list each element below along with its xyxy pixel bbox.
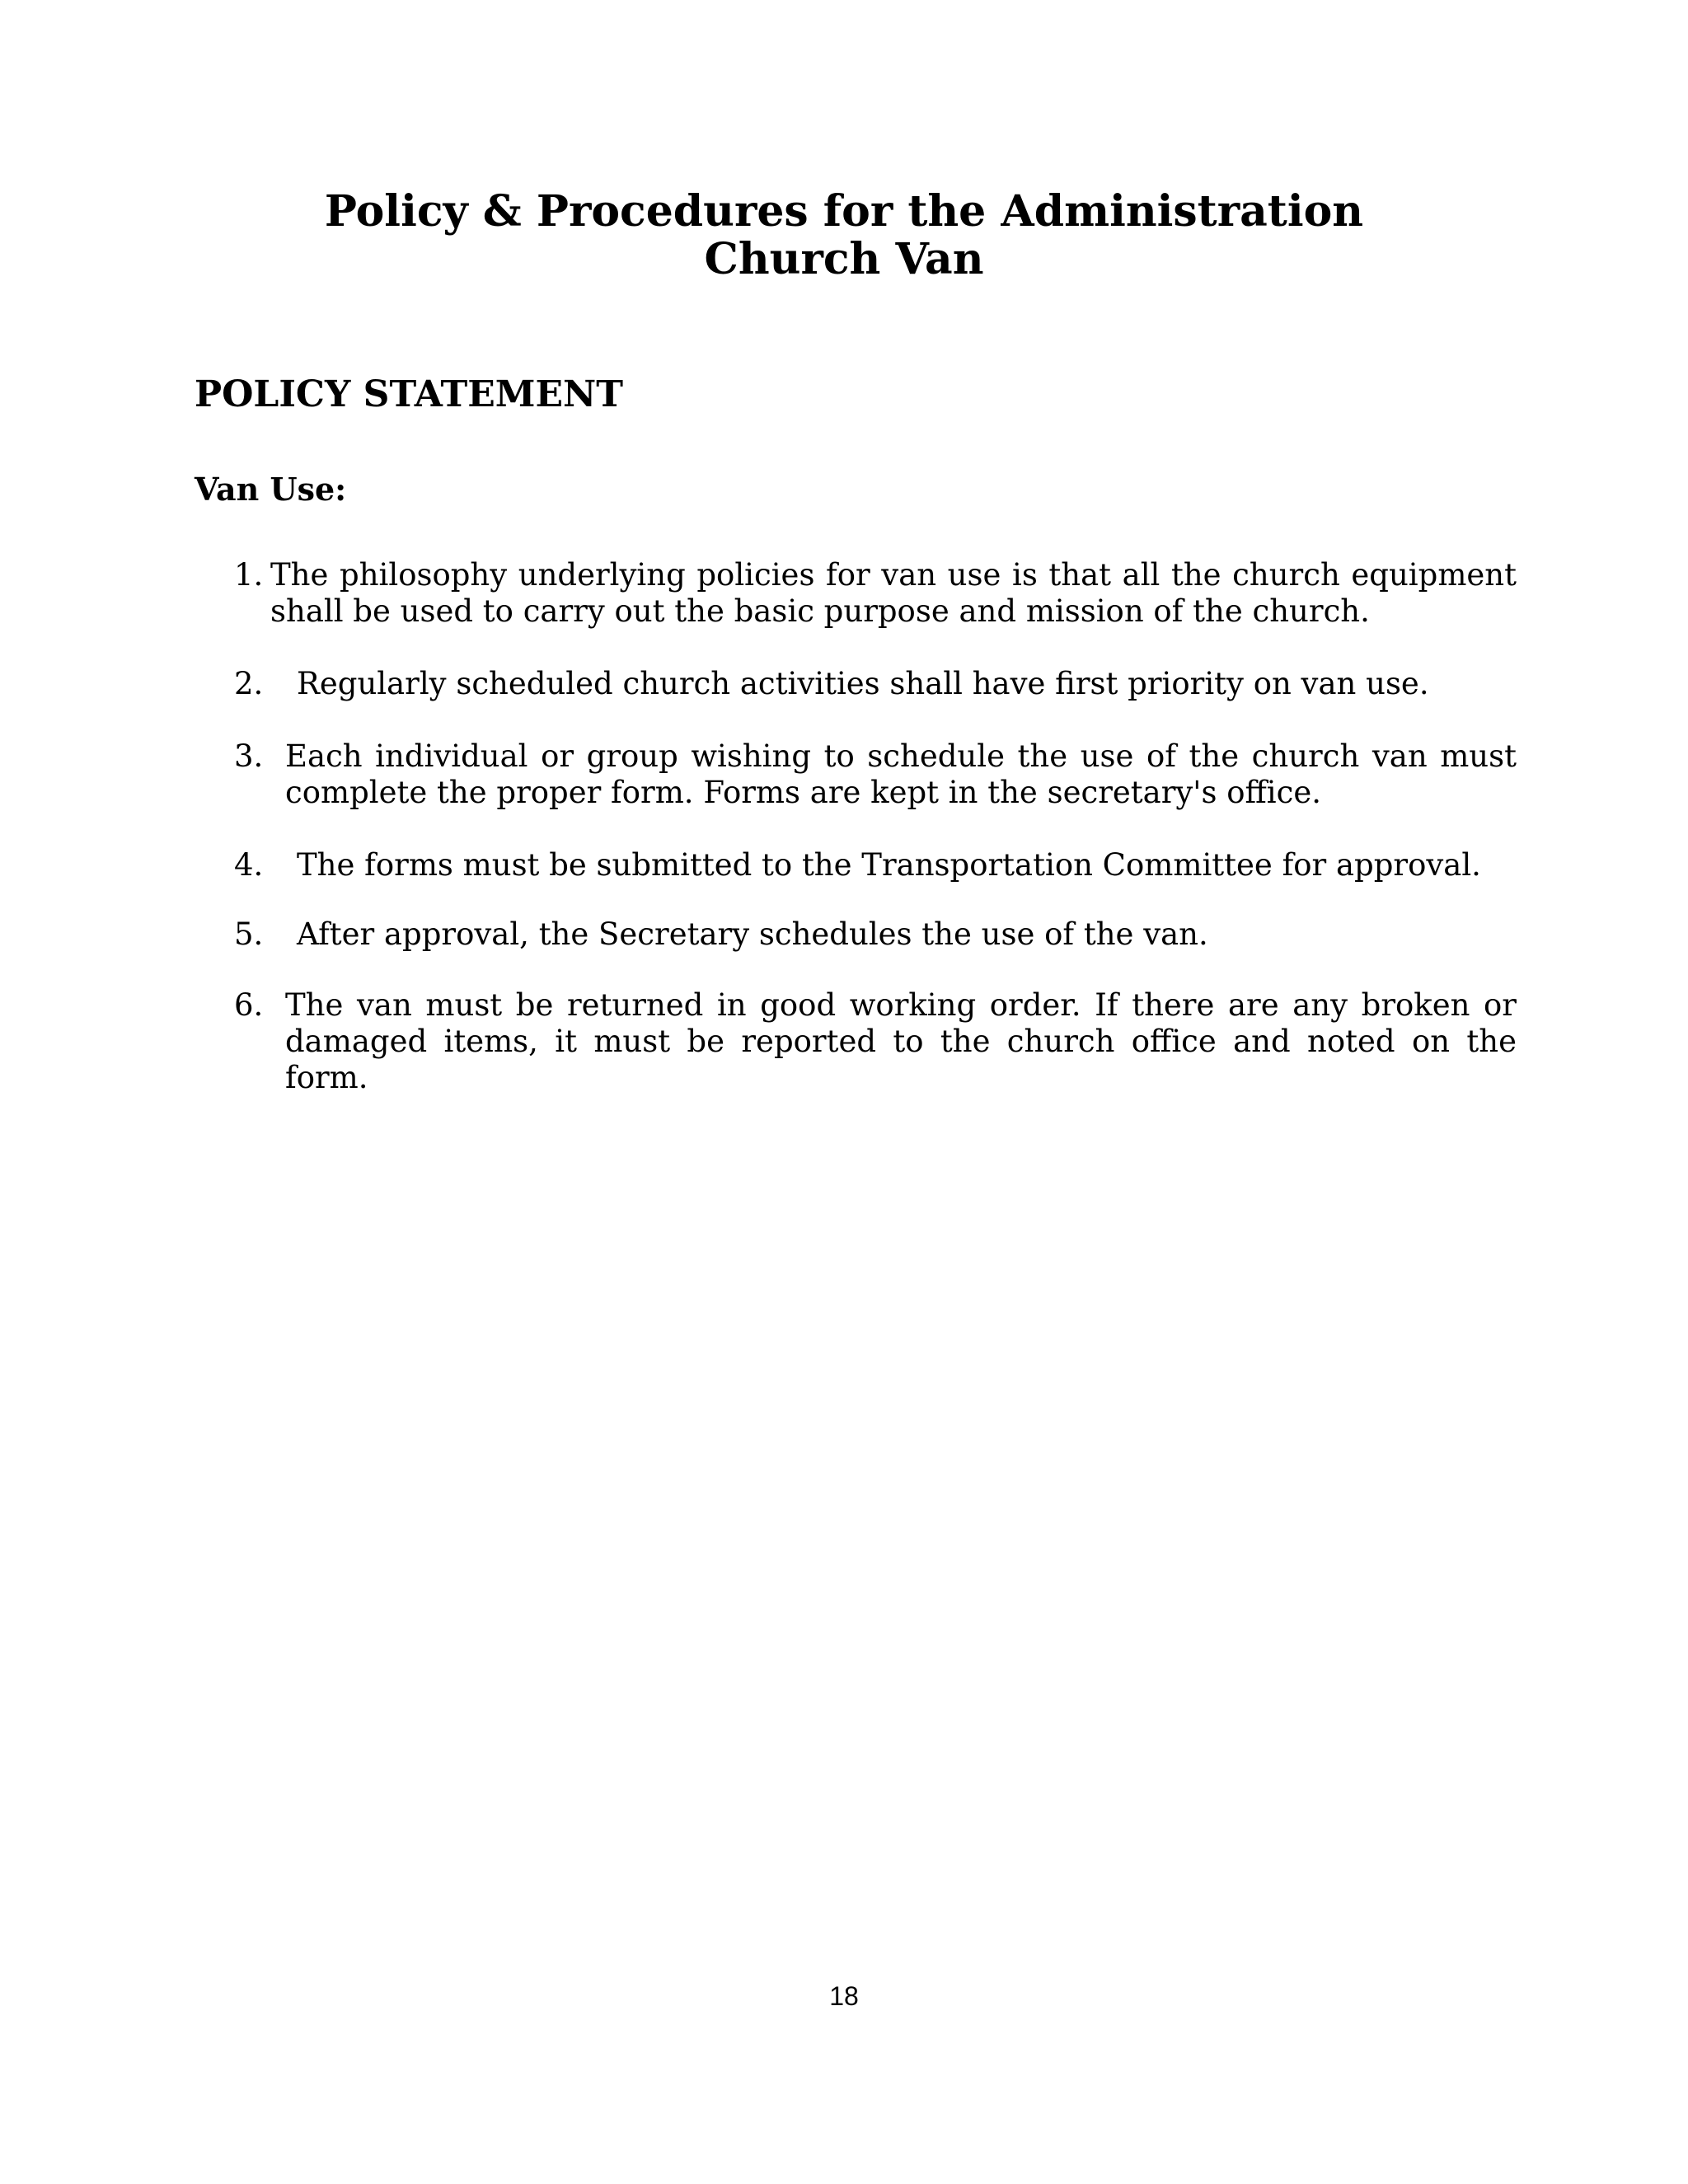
list-item-text: Regularly scheduled church activities shall have first priority on van use.	[297, 666, 1429, 701]
list-item-text-content: The philosophy underlying policies for van use is that all the church equipment shall be used to carry out the basic purpose and mission of the church.	[270, 557, 1517, 629]
list-item-text: The forms must be submitted to the Transportation Committee for approval.	[297, 847, 1481, 883]
document-title	[0, 188, 1688, 284]
list-item-text	[234, 557, 1517, 630]
list-item	[234, 987, 1517, 1096]
list-item	[234, 847, 1517, 883]
title-line-2: Church Van	[704, 234, 984, 284]
title-line-1: Policy & Procedures for the Administration	[324, 186, 1364, 237]
section-heading-policy-statement: POLICY STATEMENT	[195, 373, 624, 415]
list-item	[234, 666, 1517, 702]
list-item-text: The van must be returned in good working order. If there are any broken or damaged items, it must be reported to the church office and noted on the form.	[285, 987, 1517, 1095]
list-item	[234, 738, 1517, 811]
list-item-text: After approval, the Secretary schedules the use of the van.	[297, 916, 1208, 952]
list-item-text: Each individual or group wishing to schedule the use of the church van must complete the proper form. Forms are kept in the secretary's office.	[285, 738, 1517, 810]
subheading-van-use: Van Use:	[195, 471, 347, 508]
list-item-number: 4.	[234, 847, 264, 883]
list-item-number: 3.	[234, 738, 264, 774]
list-item-number: 2.	[234, 666, 264, 701]
list-item-number: 5.	[234, 916, 264, 952]
list-item	[234, 557, 1517, 630]
list-item-number: 6.	[234, 987, 264, 1023]
list-item	[234, 916, 1517, 953]
list-item-number: 1.	[234, 557, 264, 593]
page-number: 18	[829, 1981, 859, 2011]
